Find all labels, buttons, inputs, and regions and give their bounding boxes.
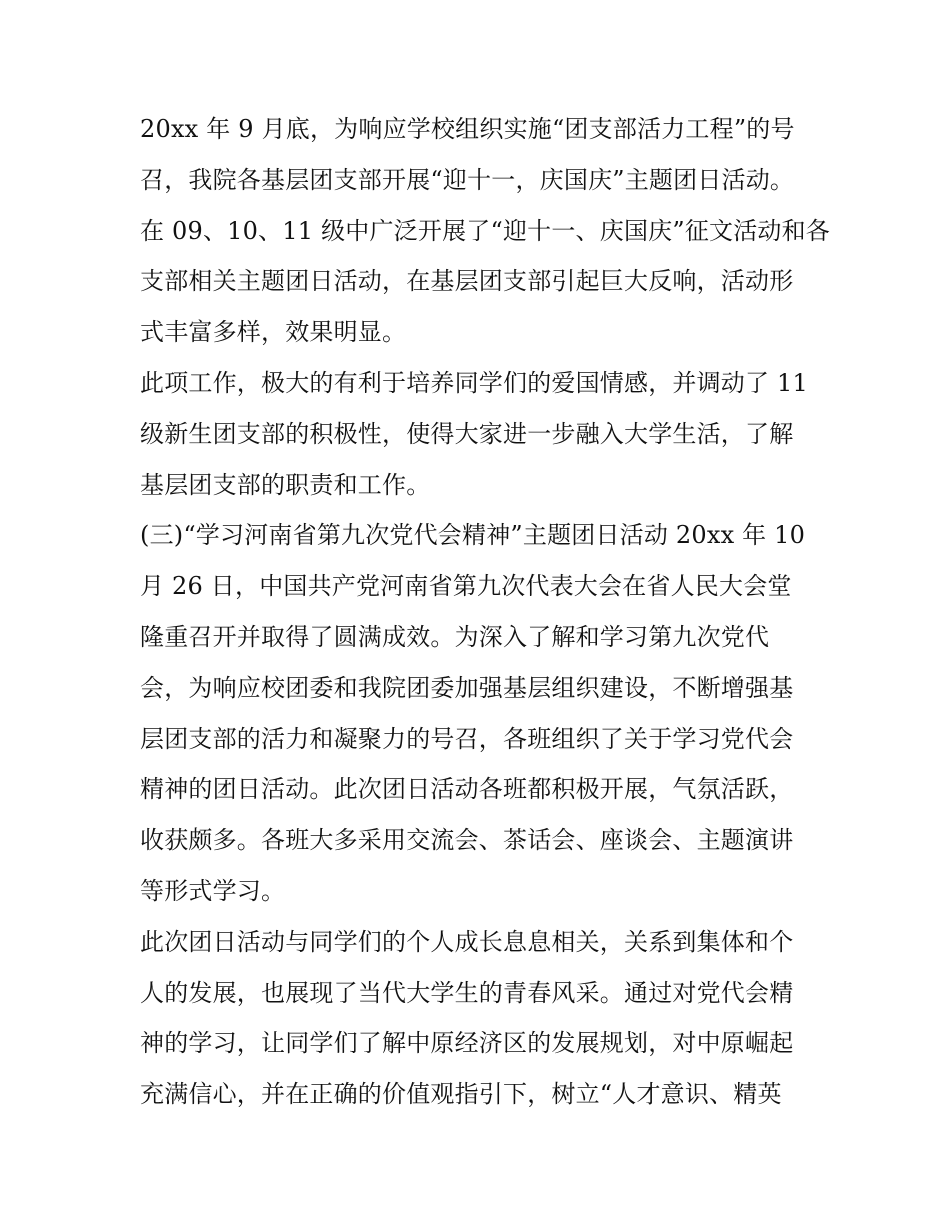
text-line: 支部相关主题团日活动，在基层团支部引起巨大反响，活动形 (140, 267, 794, 296)
text-line: 层团支部的活力和凝聚力的号召，各班组织了关于学习党代会 (140, 724, 794, 753)
text-line: 人的发展，也展现了当代大学生的青春风采。通过对党代会精 (140, 978, 794, 1007)
text-line: 在 09、10、11 级中广泛开展了“迎十一、庆国庆”征文活动和各 (140, 216, 831, 245)
text-line: 基层团支部的职责和工作。 (140, 470, 431, 499)
text-line: 此次团日活动与同学们的个人成长息息相关，关系到集体和个 (140, 927, 794, 956)
text-line: 等形式学习。 (140, 876, 286, 905)
text-line: 式丰富多样，效果明显。 (140, 318, 407, 347)
text-line: 精神的团日活动。此次团日活动各班都积极开展，气氛活跃， (140, 775, 794, 804)
text-line: 月 26 日，中国共产党河南省第九次代表大会在省人民大会堂 (140, 572, 792, 601)
text-line: 20xx 年 9 月底，为响应学校组织实施“团支部活力工程”的号 (140, 115, 795, 143)
body-text (140, 104, 831, 1120)
text-line: 召，我院各基层团支部开展“迎十一，庆国庆”主题团日活动。 (140, 165, 795, 194)
text-line: 充满信心，并在正确的价值观指引下，树立“人才意识、精英 (140, 1080, 782, 1109)
text-line: 隆重召开并取得了圆满成效。为深入了解和学习第九次党代 (140, 622, 770, 651)
text-line: 级新生团支部的积极性，使得大家进一步融入大学生活，了解 (140, 419, 794, 448)
text-line: 此项工作，极大的有利于培养同学们的爱国情感，并调动了 11 (140, 368, 808, 397)
text-line: 收获颇多。各班大多采用交流会、茶话会、座谈会、主题演讲 (140, 826, 794, 855)
text-line: 神的学习，让同学们了解中原经济区的发展规划，对中原崛起 (140, 1029, 794, 1058)
text-line: 会，为响应校团委和我院团委加强基层组织建设，不断增强基 (140, 673, 794, 702)
text-line: (三)“学习河南省第九次党代会精神”主题团日活动 20xx 年 10 (140, 521, 806, 550)
